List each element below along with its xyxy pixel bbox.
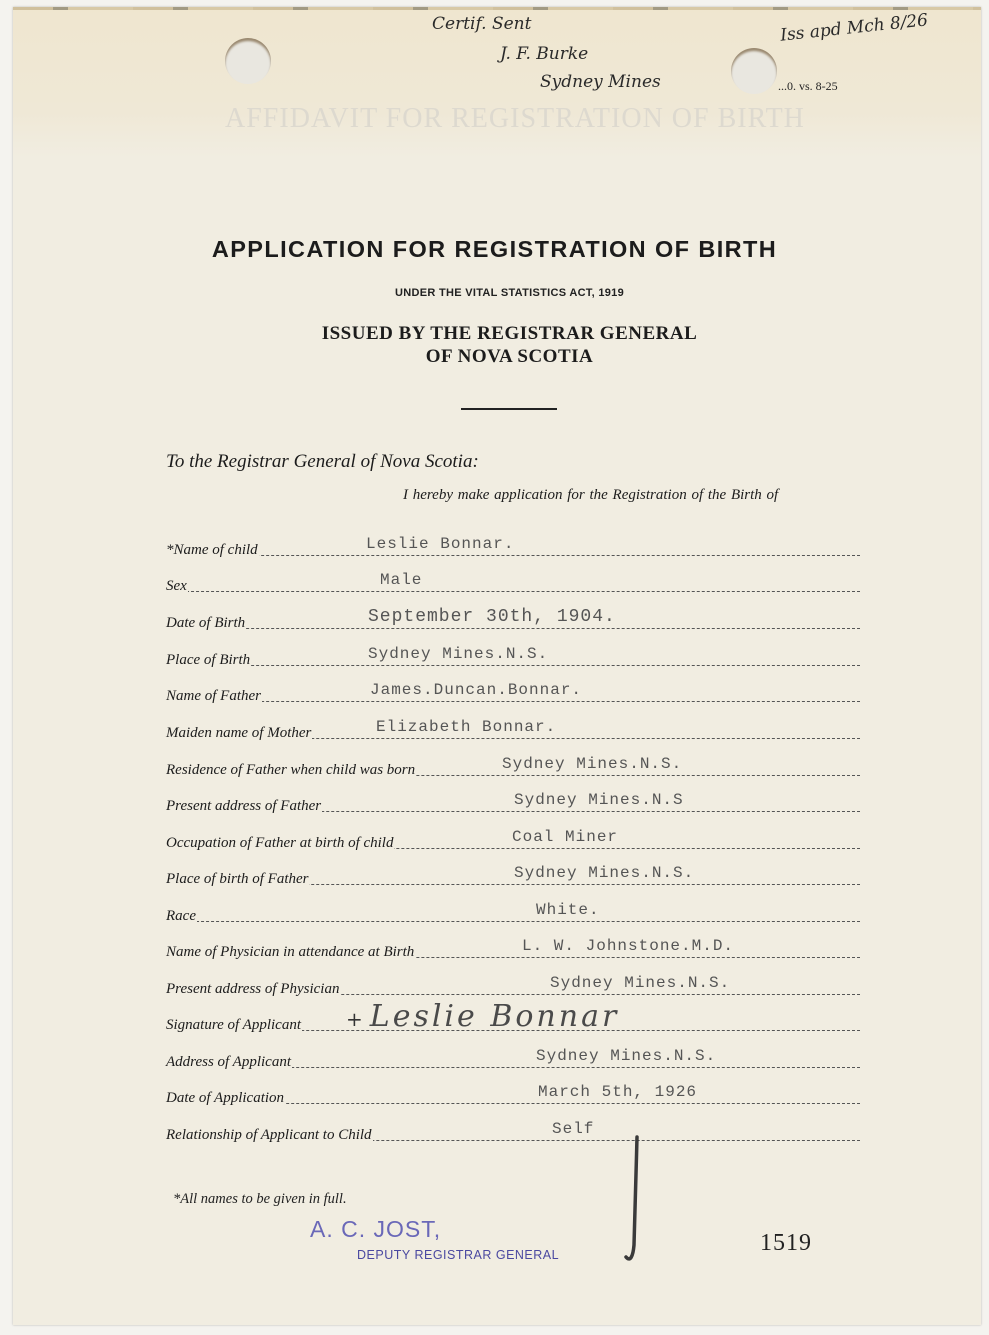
- field-place-of-birth: [166, 647, 860, 669]
- field-value: Leslie Bonnar.: [366, 535, 515, 553]
- field-name-of-physician: [166, 939, 860, 961]
- field-name-of-child: [166, 537, 860, 559]
- issuer-line-1: ISSUED BY THE REGISTRAR GENERAL: [321, 323, 698, 344]
- field-value: September 30th, 1904.: [368, 607, 616, 627]
- signature-mark: +: [346, 1007, 366, 1031]
- field-name-of-father: [166, 683, 860, 705]
- field-label: Name of Father: [166, 688, 261, 704]
- dotted-line: [166, 591, 860, 592]
- field-present-address-of-father: [166, 793, 860, 815]
- field-value: Sydney Mines.N.S.: [536, 1047, 717, 1065]
- field-value: Sydney Mines.N.S.: [514, 864, 695, 882]
- salutation: To the Registrar General of Nova Scotia:: [166, 451, 479, 472]
- field-value: Self: [552, 1120, 595, 1138]
- field-present-address-of-physician: [166, 976, 860, 998]
- punch-hole-left: [225, 38, 271, 84]
- field-label: Address of Applicant: [166, 1054, 291, 1070]
- field-label: Present address of Physician: [166, 981, 340, 997]
- field-occupation-of-father: [166, 830, 860, 852]
- dotted-line: [166, 921, 860, 922]
- field-label: Relationship of Applicant to Child: [166, 1127, 372, 1143]
- field-sex: [166, 573, 860, 595]
- dotted-line: [166, 665, 860, 666]
- field-value: Sydney Mines.N.S: [514, 791, 684, 809]
- issuer-line-2: OF NOVA SCOTIA: [425, 346, 594, 367]
- bleed-through-text: AFFIDAVIT FOR REGISTRATION OF BIRTH: [225, 103, 805, 134]
- issuer-heading: [0, 322, 989, 368]
- registrar-stamp-title: DEPUTY REGISTRAR GENERAL: [357, 1248, 560, 1262]
- field-relationship-of-applicant: [166, 1122, 860, 1144]
- form-number: ...0. vs. 8-25: [778, 79, 838, 93]
- field-value: Sydney Mines.N.S.: [502, 755, 683, 773]
- field-label: Date of Birth: [166, 615, 246, 631]
- registrar-stamp-name: A. C. JOST,: [310, 1216, 442, 1242]
- field-label: Maiden name of Mother: [166, 725, 312, 741]
- form-subtitle: UNDER THE VITAL STATISTICS ACT, 1919: [395, 287, 624, 299]
- field-signature-of-applicant: [166, 999, 860, 1034]
- field-value: L. W. Johnstone.M.D.: [522, 937, 735, 955]
- field-label: Signature of Applicant: [166, 1017, 301, 1033]
- handwritten-note-certificate-sent: Certif. Sent: [432, 14, 532, 34]
- field-date-of-birth: [166, 607, 860, 632]
- field-label: *Name of child: [166, 542, 258, 558]
- field-residence-of-father: [166, 757, 860, 779]
- intro-statement: I hereby make application for the Registration of the Birth of: [403, 487, 779, 503]
- field-value: Coal Miner: [512, 828, 619, 846]
- field-place-of-birth-of-father: [166, 866, 860, 888]
- torn-top-edge: [13, 7, 981, 10]
- field-address-of-applicant: [166, 1049, 860, 1071]
- dotted-line: [166, 701, 860, 702]
- field-label: Place of birth of Father: [166, 871, 309, 887]
- title-divider: [461, 408, 557, 410]
- field-label: Place of Birth: [166, 652, 251, 668]
- handwritten-note-place: Sydney Mines: [540, 72, 661, 92]
- field-label: Present address of Father: [166, 798, 322, 814]
- handwritten-note-issued: Iss apd Mch 8/26: [779, 10, 929, 46]
- signature-text: Leslie Bonnar: [369, 999, 620, 1034]
- field-value: Elizabeth Bonnar.: [376, 718, 557, 736]
- field-label: Race: [166, 908, 196, 924]
- punch-hole-right: [731, 48, 777, 94]
- dotted-line: [166, 555, 860, 556]
- field-value: Sydney Mines.N.S.: [368, 645, 549, 663]
- field-label: Occupation of Father at birth of child: [166, 835, 394, 851]
- handwritten-note-name: J. F. Burke: [500, 44, 589, 64]
- applicant-signature: [346, 1000, 619, 1036]
- field-value: White.: [536, 901, 600, 919]
- field-race: [166, 903, 860, 925]
- field-maiden-name-of-mother: [166, 720, 860, 742]
- field-value: James.Duncan.Bonnar.: [370, 681, 583, 699]
- form-title: APPLICATION FOR REGISTRATION OF BIRTH: [211, 236, 778, 262]
- field-value: March 5th, 1926: [538, 1083, 698, 1101]
- footnote: *All names to be given in full.: [173, 1191, 347, 1207]
- pencil-stroke-mark: [624, 1135, 640, 1265]
- field-date-of-application: [166, 1085, 860, 1107]
- field-value: Male: [380, 571, 423, 589]
- field-label: Name of Physician in attendance at Birth: [166, 944, 415, 960]
- registration-number: 1519: [760, 1230, 812, 1256]
- field-label: Sex: [166, 578, 187, 594]
- field-label: Date of Application: [166, 1090, 285, 1106]
- dotted-line: [166, 628, 860, 629]
- field-label: Residence of Father when child was born: [166, 762, 416, 778]
- field-value: Sydney Mines.N.S.: [550, 974, 731, 992]
